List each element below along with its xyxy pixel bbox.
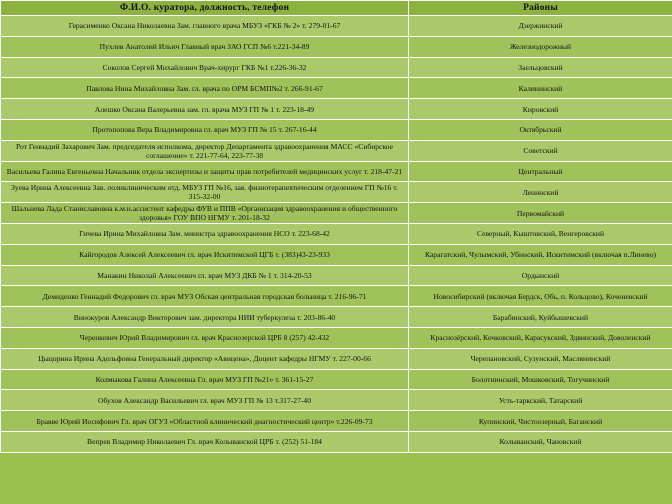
district-cell: Советский xyxy=(409,140,672,161)
table-row xyxy=(1,223,672,244)
table-row xyxy=(1,119,672,140)
curator-cell: Колмыкова Галина Алексеевна Гл. врач МУЗ ГП №21» т. 361-15-27 xyxy=(1,369,409,390)
curator-cell: Обухов Александр Васильевич гл. врач МУЗ ГП № 13 т.317-27-40 xyxy=(1,390,409,411)
district-cell: Черепановский, Сузунский, Маслянинский xyxy=(409,348,672,369)
header-row xyxy=(1,1,672,16)
curator-cell: Черенкевич Юрий Владимирович гл. врач Краснозерской ЦРБ 8 (257) 42-432 xyxy=(1,327,409,348)
curator-cell: Павлова Нина Михайловна Зам. гл. врача по ОРМ БСМП№2 т. 266-91-67 xyxy=(1,78,409,99)
table-row xyxy=(1,78,672,99)
curator-cell: Цыцорина Ирина Адольфовна Генеральный директор «Авицена», Доцент кафедры НГМУ т. 227-00-66 xyxy=(1,348,409,369)
table-row xyxy=(1,16,672,37)
table-row xyxy=(1,348,672,369)
district-cell: Колыванский, Чановский xyxy=(409,431,672,452)
table-row xyxy=(1,99,672,120)
district-cell: Калининский xyxy=(409,78,672,99)
district-cell: Кировский xyxy=(409,99,672,120)
table-row xyxy=(1,265,672,286)
curator-cell: Алешко Оксана Валерьевна зам. гл. врача МУЗ ГП № 1 т. 223-18-49 xyxy=(1,99,409,120)
table-row xyxy=(1,161,672,182)
district-cell: Карагатский, Чулымский, Убинский, Искитимский (включая п.Линево) xyxy=(409,244,672,265)
curator-cell: Рот Геннадий Захарович Зам. председателя исполкома, директор Департамента здравоохранения МАСС «Сибирское соглашение» т. 221-77-64, 223-77-38 xyxy=(1,140,409,161)
table-body xyxy=(1,16,672,453)
district-cell: Новосибирский (включая Бердск, Обь, п. Кольцово), Коченевский xyxy=(409,286,672,307)
district-cell: Усть-таркский, Татарский xyxy=(409,390,672,411)
district-cell: Купинский, Чистоозерный, Баганский xyxy=(409,411,672,432)
table-row xyxy=(1,369,672,390)
district-cell: Железнодорожный xyxy=(409,36,672,57)
table-row xyxy=(1,327,672,348)
table-row xyxy=(1,307,672,328)
table-row xyxy=(1,36,672,57)
curator-cell: Гичева Ирина Михайловна Зам. министра здравоохранения НСО т. 223-68-42 xyxy=(1,223,409,244)
table-row xyxy=(1,244,672,265)
table-row xyxy=(1,286,672,307)
curator-cell: Демиденко Геннадий Федорович гл. врач МУЗ Обская центральная городская больница т. 216-96-71 xyxy=(1,286,409,307)
district-cell: Октябрьский xyxy=(409,119,672,140)
table-row xyxy=(1,203,672,224)
curator-cell: Пухлев Анатолий Ильич Главный врач ЗАО ГСП №6 т.221-34-89 xyxy=(1,36,409,57)
district-cell: Болотнинский, Мошковский, Тогучинский xyxy=(409,369,672,390)
table-row xyxy=(1,411,672,432)
curator-cell: Вепрев Владимир Николаевич Гл. врач Колыванской ЦРБ т. (252) 51-184 xyxy=(1,431,409,452)
table-row xyxy=(1,431,672,452)
curator-cell: Зуева Ирина Алексеевна Зав. поликлиническим отд. МБУЗ ГП №16, зав. физиотерапевтическим отделением ГП №16 т. 315-32-00 xyxy=(1,182,409,203)
district-cell: Краснозёрский, Кочковский, Карасукский, Здвинский, Доволенский xyxy=(409,327,672,348)
district-cell: Первомайский xyxy=(409,203,672,224)
curator-cell: Васильева Галина Евгеньевна Начальник отдела экспертизы и защиты прав потребителей медицинских услуг т. 218-47-21 xyxy=(1,161,409,182)
district-cell: Барабинский, Куйбышевский xyxy=(409,307,672,328)
district-cell: Заельцовский xyxy=(409,57,672,78)
curator-cell: Винокуров Александр Викторович зам. директора НИИ туберкулеза т. 203-86-40 xyxy=(1,307,409,328)
curator-cell: Герасименко Оксана Николаевна Зам. главного врача МБУЗ «ГКБ № 2» т. 279-01-67 xyxy=(1,16,409,37)
district-cell: Центральный xyxy=(409,161,672,182)
header-districts: Районы xyxy=(409,1,672,16)
district-cell: Дзержинский xyxy=(409,16,672,37)
district-cell: Ленинский xyxy=(409,182,672,203)
curator-cell: Соколов Сергей Михайлович Врач-хирург ГКБ №1 т.226-36-32 xyxy=(1,57,409,78)
header-curator: Ф.И.О. куратора, должность, телефон xyxy=(1,1,409,16)
district-cell: Северный, Кыштовский, Венгеровский xyxy=(409,223,672,244)
curator-cell: Кайгородов Алексей Алексеевич гл. врач Искитимской ЦГБ т. (383)43-23-933 xyxy=(1,244,409,265)
curator-cell: Бравве Юрий Иосифович Гл. врач ОГУЗ «Областной клинический диагностический центр» т.226-09-73 xyxy=(1,411,409,432)
curator-cell: Шальнева Лада Станиславовна к.м.н.ассистент кафедры ФУВ и ППВ «Организация здравоохранения и общественного здоровья» ГОУ ВПО НГМУ т. 201-18-32 xyxy=(1,203,409,224)
curator-cell: Протопопова Вера Владимировна гл. врач МУЗ ГП № 15 т. 267-16-44 xyxy=(1,119,409,140)
district-cell: Ордынский xyxy=(409,265,672,286)
table-row xyxy=(1,57,672,78)
table-row xyxy=(1,182,672,203)
table-row xyxy=(1,390,672,411)
curator-cell: Манакин Николай Алексеевич гл. врач МУЗ ДКБ № 1 т. 314-20-53 xyxy=(1,265,409,286)
table-row xyxy=(1,140,672,161)
